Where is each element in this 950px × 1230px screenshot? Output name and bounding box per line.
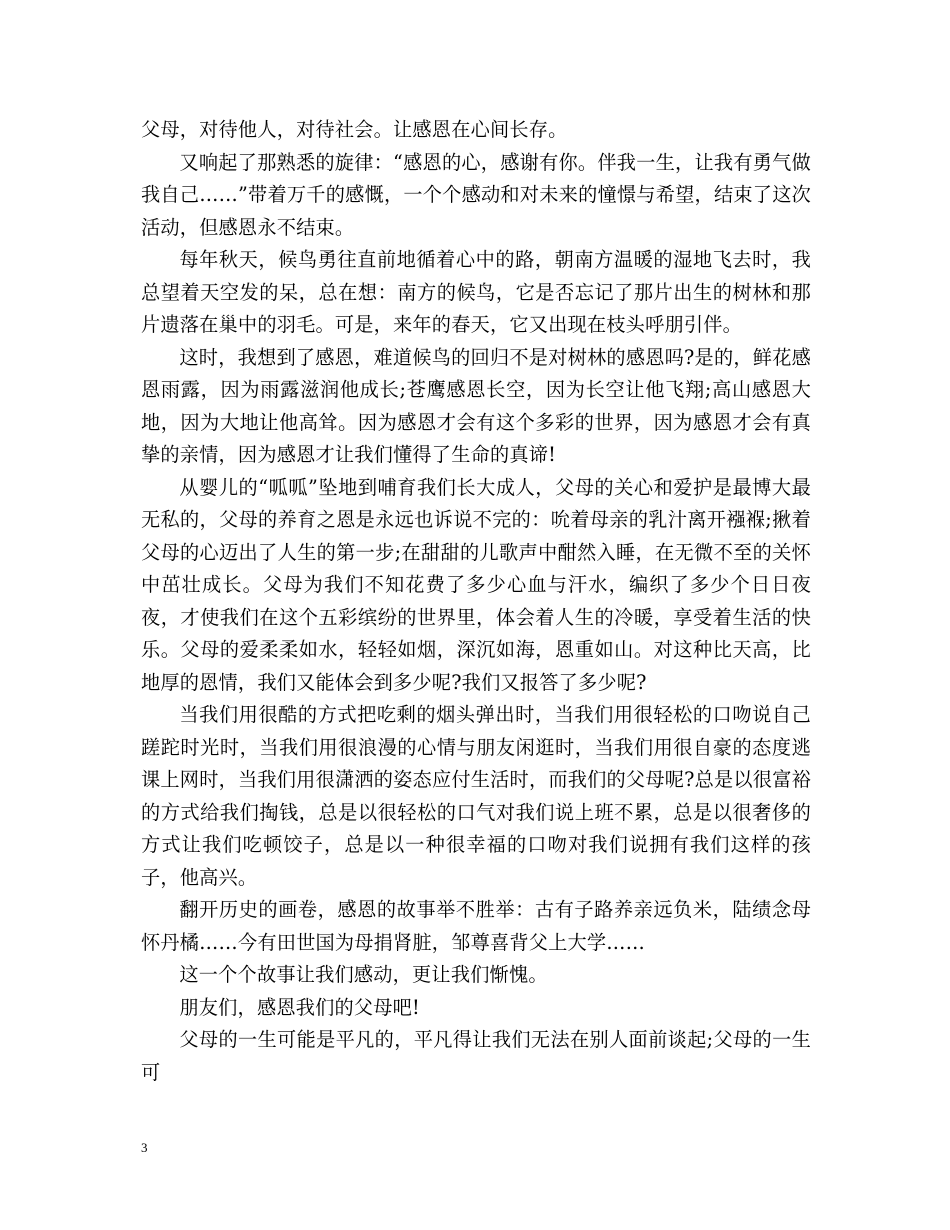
paragraph: 翻开历史的画卷，感恩的故事举不胜举：古有子路养亲远负米，陆绩念母怀丹橘……今有田世国为母捐肾脏，邹尊喜背父上大学…… [141, 898, 811, 954]
paragraph: 从婴儿的“呱呱”坠地到哺育我们长大成人，父母的关心和爱护是最博大最无私的，父母的养育之恩是永远也诉说不完的：吮着母亲的乳汁离开襁褓;揪着父母的心迈出了人生的第一步;在甜甜的儿歌声中酣然入睡，在无微不至的关怀中茁壮成长。父母为我们不知花费了多少心血与汗水，编织了多少个日日夜夜，才使我们在这个五彩缤纷的世界里，体会着人生的冷暖，享受着生活的快乐。父母的爱柔柔如水，轻轻如烟，深沉如海，恩重如山。对这种比天高，比地厚的恩情，我们又能体会到多少呢?我们又报答了多少呢? [141, 475, 811, 694]
paragraph: 父母的一生可能是平凡的，平凡得让我们无法在别人面前谈起;父母的一生可 [141, 1028, 811, 1084]
paragraph: 父母，对待他人，对待社会。让感恩在心间长存。 [141, 118, 568, 141]
paragraph: 这时，我想到了感恩，难道候鸟的回归不是对树林的感恩吗?是的，鲜花感恩雨露，因为雨露滋润他成长;苍鹰感恩长空，因为长空让他飞翔;高山感恩大地，因为大地让他高耸。因为感恩才会有这个多彩的世界，因为感恩才会有真挚的亲情，因为感恩才让我们懂得了生命的真谛! [141, 345, 811, 466]
paragraph: 这一个个故事让我们感动，更让我们惭愧。 [179, 963, 548, 986]
page-number: 3 [141, 1140, 148, 1155]
document-body [141, 114, 811, 1089]
paragraph: 朋友们，感恩我们的父母吧! [179, 995, 420, 1019]
paragraph: 又响起了那熟悉的旋律：“感恩的心，感谢有你。伴我一生，让我有勇气做我自己……”带着万千的感慨，一个个感动和对未来的憧憬与希望，结束了这次活动，但感恩永不结束。 [141, 150, 811, 239]
paragraph: 每年秋天，候鸟勇往直前地循着心中的路，朝南方温暖的湿地飞去时，我总望着天空发的呆，总在想：南方的候鸟，它是否忘记了那片出生的树林和那片遗落在巢中的羽毛。可是，来年的春天，它又出现在枝头呼朋引伴。 [141, 248, 811, 336]
paragraph: 当我们用很酷的方式把吃剩的烟头弹出时，当我们用很轻松的口吻说自己蹉跎时光时，当我们用很浪漫的心情与朋友闲逛时，当我们用很自豪的态度逃课上网时，当我们用很潇洒的姿态应付生活时，而我们的父母呢?总是以很富裕的方式给我们掏钱，总是以很轻松的口气对我们说上班不累，总是以很奢侈的方式让我们吃顿饺子，总是以一种很幸福的口吻对我们说拥有我们这样的孩子，他高兴。 [141, 703, 811, 889]
